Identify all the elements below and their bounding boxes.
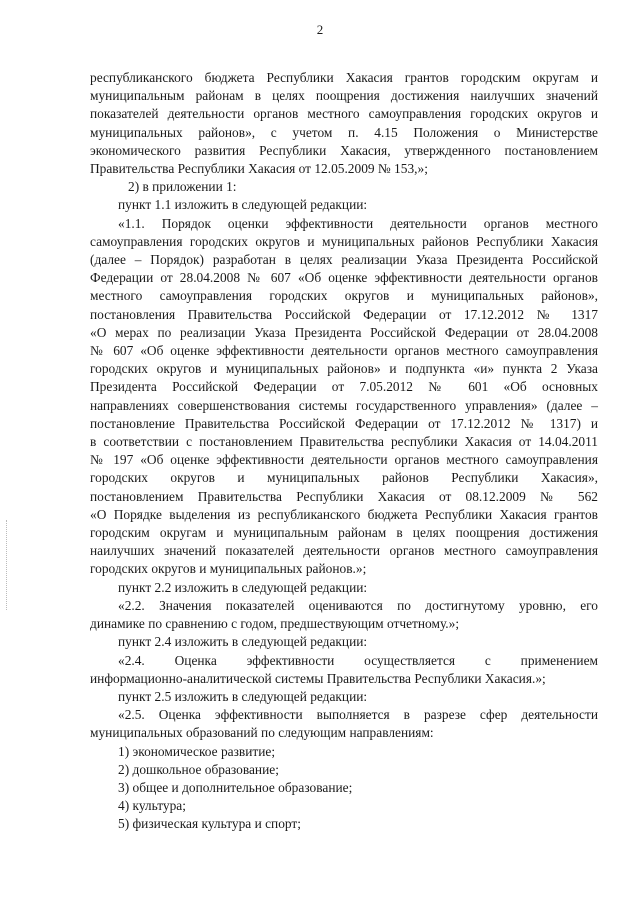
text-line: пункт 2.5 изложить в следующей редакции: (118, 688, 368, 704)
text-line: пункт 1.1 изложить в следующей редакции: (118, 197, 368, 213)
text-line: № 607 «Об оценке эффективности деятельности органов местного самоуправления (90, 343, 598, 359)
text-line: «2.4. Оценка эффективности осуществляется с применением (118, 652, 598, 668)
list-item: 5) физическая культура и спорт; (118, 816, 301, 832)
list-item: 4) культура; (118, 798, 186, 814)
text-line: городских округов и муниципальных районов Республики Хакасия», (90, 470, 598, 486)
text-line: «2.5. Оценка эффективности выполняется в разрезе сфер деятельности (118, 707, 598, 723)
text-line: экономического развития Республики Хакасия, утвержденного постановлением (90, 142, 598, 158)
text-line: Правительства Республики Хакасия от 12.05.2009 № 153,»; (90, 161, 428, 177)
text-line: динамике по сравнению с годом, предшествующим отчетному.»; (90, 616, 460, 632)
text-line: постановление Правительства Российской Федерации от 17.12.2012 № 1317) и (90, 415, 598, 431)
text-line: (далее – Порядок) разработан в целях реализации Указа Президента Российской (90, 252, 598, 268)
text-line: местного самоуправления городских округов и муниципальных районов», (90, 288, 598, 304)
text-line: наилучших значений показателей деятельности органов местного самоуправления (90, 543, 598, 559)
scan-margin-mark (6, 520, 9, 610)
text-line: городских округов и муниципальных районов.»; (90, 561, 367, 577)
text-line: постановлением Правительства Республики Хакасия от 08.12.2009 № 562 (90, 488, 598, 504)
text-line: «2.2. Значения показателей оцениваются по достигнутому уровню, его (118, 597, 598, 613)
text-line: городским округам и муниципальным районам в целях поощрения достижения (90, 525, 598, 541)
list-item: 3) общее и дополнительное образование; (118, 779, 353, 795)
list-item: 2) дошкольное образование; (118, 761, 279, 777)
text-line: в соответствии с постановлением Правительства республики Хакасия от 14.04.2011 (90, 434, 598, 450)
text-line: муниципальных образований по следующим направлениям: (90, 725, 434, 741)
text-line: «1.1. Порядок оценки эффективности деятельности органов местного (118, 215, 598, 231)
text-line: пункт 2.2 изложить в следующей редакции: (118, 579, 368, 595)
text-line: информационно-аналитической системы Правительства Республики Хакасия.»; (90, 670, 546, 686)
text-line: самоуправления городских округов и муниципальных районов Республики Хакасия (90, 233, 598, 249)
text-line: 2) в приложении 1: (128, 179, 237, 195)
text-line: пункт 2.4 изложить в следующей редакции: (118, 634, 368, 650)
text-line: Федерации от 28.04.2008 № 607 «Об оценке эффективности деятельности органов (90, 270, 598, 286)
text-line: постановления Правительства Российской Федерации от 17.12.2012 № 1317 (90, 306, 598, 322)
document-body (90, 69, 598, 834)
text-line: направлениях совершенствования системы государственного управления» (далее – (90, 397, 598, 413)
text-line: городских округов и муниципальных районов» и подпункта «и» пункта 2 Указа (90, 361, 598, 377)
text-line: муниципальных районов», с учетом п. 4.15 Положения о Министерстве (90, 124, 598, 140)
text-line: «О Порядке выделения из республиканского бюджета Республики Хакасия грантов (90, 506, 598, 522)
page-number: 2 (316, 22, 324, 37)
text-line: № 197 «Об оценке эффективности деятельности органов местного самоуправления (90, 452, 598, 468)
text-line: «О мерах по реализации Указа Президента Российской Федерации от 28.04.2008 (90, 324, 598, 340)
text-line: муниципальным районам в целях поощрения достижения наилучших значений (90, 88, 598, 104)
text-line: республиканского бюджета Республики Хакасия грантов городским округам и (90, 70, 598, 85)
list-item: 1) экономическое развитие; (118, 743, 276, 759)
text-line: показателей деятельности органов местного самоуправления городских округов и (90, 106, 598, 122)
text-line: Президента Российской Федерации от 7.05.2012 № 601 «Об основных (90, 379, 598, 395)
